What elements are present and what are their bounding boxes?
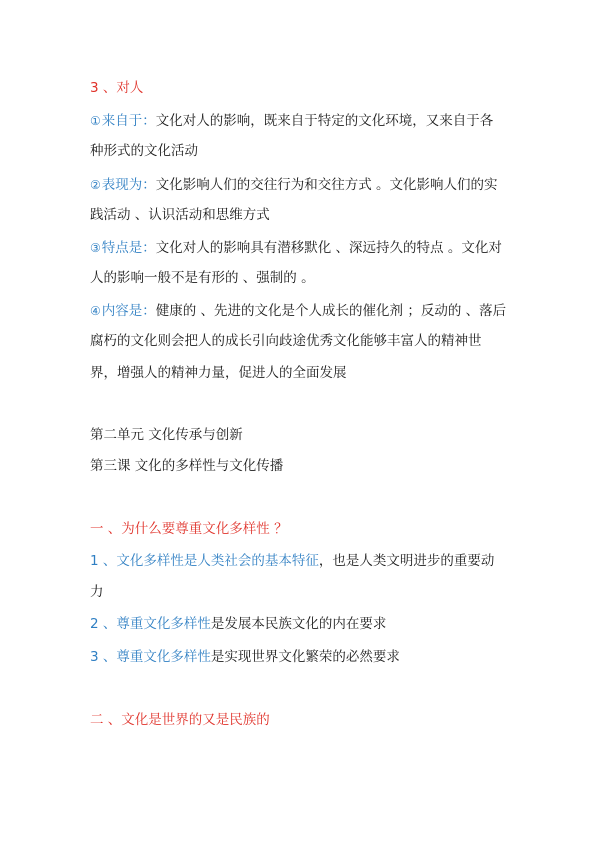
item-2-line-2: 践活动 、认识活动和思维方式 [90, 207, 270, 223]
section-heading-to-person: 3 、对人 [90, 80, 144, 96]
point-3-line [90, 647, 530, 667]
point-1-text: ，也是人类文明进步的重要动 [318, 553, 495, 569]
part-1-heading: 一 、为什么要尊重文化多样性 ？ [90, 521, 288, 537]
point-3-highlight: 尊重文化多样性 [116, 649, 211, 665]
point-3-number: 3 、 [90, 649, 117, 665]
item-4-marker: ④ [90, 304, 101, 318]
point-2-text: 是发展本民族文化的内在要求 [210, 616, 387, 632]
item-3-line-1 [90, 238, 530, 258]
item-1-label: 来自于： [101, 113, 156, 129]
item-4-line-1 [90, 301, 530, 321]
point-1-number: 1 、 [90, 553, 117, 569]
item-3-text: 文化对人的影响具有潜移默化 、深远持久的特点 。文化对 [155, 240, 502, 256]
item-4-line-2: 腐朽的文化则会把人的成长引向歧途优秀文化能够丰富人的精神世 [90, 333, 482, 349]
item-2-label: 表现为： [101, 177, 156, 193]
item-1-line-2: 种形式的文化活动 [90, 143, 198, 159]
point-2-highlight: 尊重文化多样性 [116, 616, 211, 632]
item-1-line-1 [90, 111, 530, 131]
item-3-marker: ③ [90, 241, 101, 255]
point-1-highlight: 文化多样性是人类社会的基本特征 [116, 553, 319, 569]
point-2-line [90, 614, 530, 634]
point-1-line-2: 力 [90, 584, 104, 600]
item-3-line-2: 人的影响一般不是有形的 、强制的 。 [90, 270, 315, 286]
item-4-text: 健康的 、先进的文化是个人成长的催化剂 ；反动的 、落后 [155, 303, 507, 319]
item-1-marker: ① [90, 114, 101, 128]
point-1-line-1 [90, 551, 530, 571]
item-2-marker: ② [90, 178, 101, 192]
part-2-heading: 二 、文化是世界的又是民族的 [90, 712, 270, 728]
point-2-number: 2 、 [90, 616, 117, 632]
item-2-text: 文化影响人们的交往行为和交往方式 。文化影响人们的实 [155, 177, 498, 193]
item-4-line-3: 界，增强人的精神力量，促进人的全面发展 [90, 365, 347, 381]
item-3-label: 特点是： [101, 240, 156, 256]
unit-title: 第二单元 文化传承与创新 [90, 427, 243, 443]
item-1-text: 文化对人的影响，既来自于特定的文化环境，又来自于各 [155, 113, 494, 129]
item-2-line-1 [90, 175, 530, 195]
lesson-title: 第三课 文化的多样性与文化传播 [90, 458, 284, 474]
item-4-label: 内容是： [101, 303, 156, 319]
point-3-text: 是实现世界文化繁荣的必然要求 [210, 649, 400, 665]
